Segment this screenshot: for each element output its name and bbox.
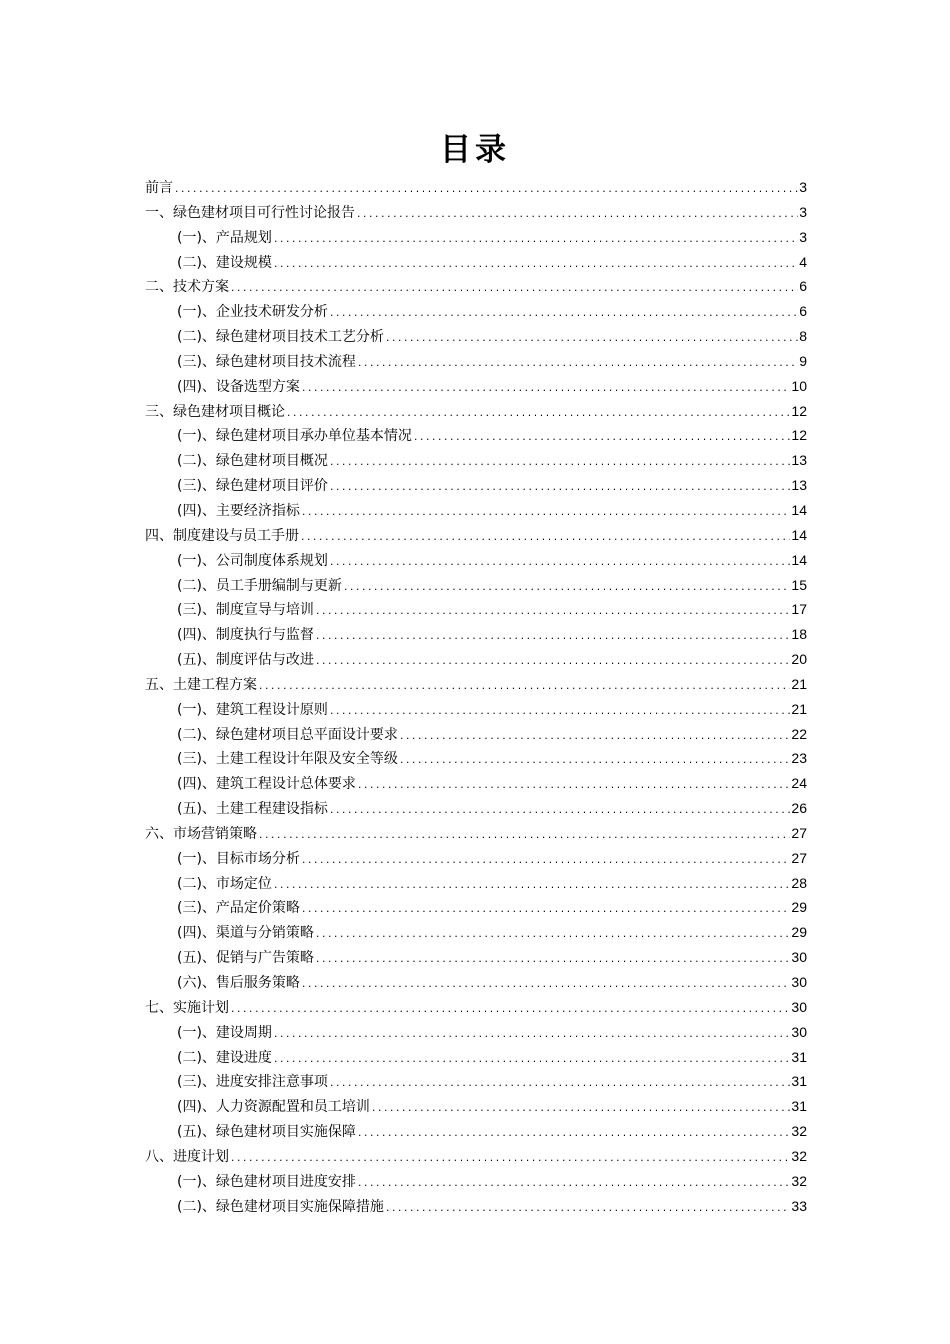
toc-dot-leader bbox=[300, 526, 790, 550]
toc-entry-title: 一、绿色建材项目可行性讨论报告 bbox=[145, 204, 355, 221]
toc-entry[interactable] bbox=[145, 746, 807, 771]
toc-dot-leader bbox=[315, 923, 790, 947]
toc-page-number: 6 bbox=[799, 303, 807, 320]
toc-dot-leader bbox=[385, 1197, 790, 1221]
toc-page-number: 32 bbox=[791, 1172, 807, 1189]
toc-page-number: 30 bbox=[791, 1023, 807, 1040]
toc-dot-leader bbox=[399, 749, 790, 773]
toc-dot-leader bbox=[230, 998, 790, 1022]
toc-page-number: 3 bbox=[799, 203, 807, 220]
toc-entry[interactable] bbox=[145, 1045, 807, 1070]
toc-dot-leader bbox=[301, 849, 790, 873]
toc-dot-leader bbox=[273, 1023, 790, 1047]
toc-entry[interactable] bbox=[145, 523, 807, 548]
toc-entry[interactable] bbox=[145, 324, 807, 349]
toc-title: 目录 bbox=[440, 132, 510, 168]
toc-dot-leader bbox=[230, 1147, 790, 1171]
toc-dot-leader bbox=[273, 253, 798, 277]
toc-dot-leader bbox=[357, 774, 790, 798]
toc-page-number: 32 bbox=[791, 1147, 807, 1164]
toc-entry[interactable] bbox=[145, 622, 807, 647]
toc-entry-title: (二)、绿色建材项目总平面设计要求 bbox=[177, 726, 398, 743]
toc-entry-title: (二)、建设规模 bbox=[177, 254, 272, 271]
toc-entry-title: 六、市场营销策略 bbox=[145, 825, 257, 842]
toc-dot-leader bbox=[286, 402, 790, 426]
toc-entry-title: 五、土建工程方案 bbox=[145, 676, 257, 693]
toc-entry[interactable] bbox=[145, 672, 807, 697]
toc-page-number: 26 bbox=[791, 800, 807, 817]
toc-entry-title: (五)、制度评估与改进 bbox=[177, 652, 314, 669]
toc-entry-title: (一)、绿色建材项目承办单位基本情况 bbox=[177, 428, 412, 445]
toc-page-number: 21 bbox=[791, 675, 807, 692]
toc-entry[interactable] bbox=[145, 274, 807, 299]
toc-entry[interactable] bbox=[145, 895, 807, 920]
toc-entry[interactable] bbox=[145, 1069, 807, 1094]
toc-page-number: 31 bbox=[791, 1098, 807, 1115]
toc-entry-title: (三)、绿色建材项目评价 bbox=[177, 478, 328, 495]
toc-entry-title: (二)、员工手册编制与更新 bbox=[177, 577, 342, 594]
toc-page-number: 29 bbox=[791, 924, 807, 941]
toc-entry-title: (三)、进度安排注意事项 bbox=[177, 1074, 328, 1091]
toc-entry[interactable] bbox=[145, 647, 807, 672]
toc-dot-leader bbox=[301, 501, 790, 525]
toc-entry-title: 二、技术方案 bbox=[145, 279, 229, 296]
toc-page-number: 24 bbox=[791, 775, 807, 792]
toc-entry-title: (二)、建设进度 bbox=[177, 1049, 272, 1066]
toc-entry[interactable] bbox=[145, 920, 807, 945]
toc-page-number: 31 bbox=[791, 1048, 807, 1065]
toc-dot-leader bbox=[329, 302, 798, 326]
toc-page-number: 14 bbox=[791, 551, 807, 568]
toc-dot-leader bbox=[357, 1172, 790, 1196]
toc-dot-leader bbox=[315, 948, 790, 972]
toc-entry[interactable] bbox=[145, 597, 807, 622]
toc-entry-title: (四)、设备选型方案 bbox=[177, 378, 300, 395]
toc-dot-leader bbox=[258, 824, 790, 848]
toc-page-number: 13 bbox=[791, 452, 807, 469]
toc-entry-title: (四)、人力资源配置和员工培训 bbox=[177, 1099, 370, 1116]
toc-entry[interactable] bbox=[145, 548, 807, 573]
toc-entry[interactable] bbox=[145, 399, 807, 424]
toc-dot-leader bbox=[301, 377, 790, 401]
toc-page-number: 27 bbox=[791, 849, 807, 866]
toc-page-number: 8 bbox=[799, 328, 807, 345]
toc-entry[interactable] bbox=[145, 473, 807, 498]
toc-dot-leader bbox=[371, 1097, 790, 1121]
toc-entry-title: (一)、企业技术研发分析 bbox=[177, 304, 328, 321]
toc-entry[interactable] bbox=[145, 771, 807, 796]
toc-page-number: 29 bbox=[791, 899, 807, 916]
toc-dot-leader bbox=[301, 898, 790, 922]
toc-dot-leader bbox=[315, 650, 790, 674]
toc-page-number: 3 bbox=[799, 228, 807, 245]
toc-entry[interactable] bbox=[145, 374, 807, 399]
toc-entry-title: (三)、产品定价策略 bbox=[177, 900, 300, 917]
toc-page-number: 6 bbox=[799, 278, 807, 295]
toc-entry-title: (三)、绿色建材项目技术流程 bbox=[177, 353, 356, 370]
toc-entry-title: (一)、绿色建材项目进度安排 bbox=[177, 1173, 356, 1190]
toc-entry-title: (二)、绿色建材项目技术工艺分析 bbox=[177, 329, 384, 346]
toc-entry[interactable] bbox=[145, 175, 807, 200]
toc-entry-title: 八、进度计划 bbox=[145, 1148, 229, 1165]
toc-dot-leader bbox=[413, 426, 790, 450]
toc-page-number: 28 bbox=[791, 874, 807, 891]
toc-entry[interactable] bbox=[145, 299, 807, 324]
toc-dot-leader bbox=[301, 973, 790, 997]
toc-page-number: 13 bbox=[791, 477, 807, 494]
toc-entry[interactable] bbox=[145, 995, 807, 1020]
toc-entry[interactable] bbox=[145, 498, 807, 523]
toc-entry[interactable] bbox=[145, 448, 807, 473]
toc-entry-title: (四)、渠道与分销策略 bbox=[177, 925, 314, 942]
toc-entry-title: (一)、建设周期 bbox=[177, 1024, 272, 1041]
toc-list bbox=[145, 175, 807, 1218]
toc-dot-leader bbox=[273, 1048, 790, 1072]
toc-page-number: 27 bbox=[791, 824, 807, 841]
toc-entry[interactable] bbox=[145, 1169, 807, 1194]
toc-entry-title: (一)、公司制度体系规划 bbox=[177, 552, 328, 569]
toc-dot-leader bbox=[329, 1072, 790, 1096]
toc-dot-leader bbox=[329, 700, 790, 724]
toc-page-number: 30 bbox=[791, 949, 807, 966]
toc-page-number: 17 bbox=[791, 601, 807, 618]
toc-entry-title: (三)、制度宣导与培训 bbox=[177, 602, 314, 619]
toc-entry[interactable] bbox=[145, 796, 807, 821]
toc-entry[interactable] bbox=[145, 1144, 807, 1169]
toc-dot-leader bbox=[343, 576, 790, 600]
toc-entry[interactable] bbox=[145, 821, 807, 846]
toc-entry[interactable] bbox=[145, 871, 807, 896]
toc-dot-leader bbox=[315, 625, 790, 649]
toc-entry[interactable] bbox=[145, 1194, 807, 1219]
toc-page-number: 15 bbox=[791, 576, 807, 593]
toc-dot-leader bbox=[357, 352, 798, 376]
toc-entry[interactable] bbox=[145, 573, 807, 598]
toc-page-number: 9 bbox=[799, 352, 807, 369]
toc-page-number: 32 bbox=[791, 1123, 807, 1140]
toc-entry[interactable] bbox=[145, 1094, 807, 1119]
toc-entry-title: (四)、主要经济指标 bbox=[177, 502, 300, 519]
toc-entry[interactable] bbox=[145, 722, 807, 747]
toc-entry-title: (五)、促销与广告策略 bbox=[177, 950, 314, 967]
toc-dot-leader bbox=[357, 1122, 790, 1146]
toc-entry[interactable] bbox=[145, 200, 807, 225]
toc-entry-title: (六)、售后服务策略 bbox=[177, 975, 300, 991]
toc-page-number: 12 bbox=[791, 402, 807, 419]
toc-dot-leader bbox=[356, 203, 798, 227]
toc-entry-title: (二)、绿色建材项目概况 bbox=[177, 453, 328, 470]
toc-dot-leader bbox=[329, 551, 790, 575]
toc-dot-leader bbox=[273, 874, 790, 898]
toc-page-number: 3 bbox=[799, 179, 807, 195]
toc-dot-leader bbox=[258, 675, 790, 699]
toc-dot-leader bbox=[329, 476, 790, 500]
toc-entry[interactable] bbox=[145, 697, 807, 722]
toc-entry-title: (一)、建筑工程设计原则 bbox=[177, 701, 328, 718]
toc-page-number: 14 bbox=[791, 526, 807, 543]
toc-page-number: 30 bbox=[791, 974, 807, 990]
toc-entry[interactable] bbox=[145, 846, 807, 871]
toc-dot-leader bbox=[174, 178, 798, 202]
toc-entry[interactable] bbox=[145, 1119, 807, 1144]
toc-entry[interactable] bbox=[145, 945, 807, 970]
toc-page-number: 31 bbox=[791, 1073, 807, 1090]
toc-entry-title: (五)、绿色建材项目实施保障 bbox=[177, 1124, 356, 1141]
toc-dot-leader bbox=[230, 277, 798, 301]
toc-dot-leader bbox=[399, 725, 790, 749]
toc-entry-title: (三)、土建工程设计年限及安全等级 bbox=[177, 751, 398, 768]
toc-page-number: 14 bbox=[791, 501, 807, 518]
toc-dot-leader bbox=[385, 327, 798, 351]
toc-page-number: 10 bbox=[791, 377, 807, 394]
toc-entry[interactable] bbox=[145, 1020, 807, 1045]
toc-dot-leader bbox=[329, 451, 790, 475]
toc-entry-title: (一)、产品规划 bbox=[177, 229, 272, 246]
toc-page-number: 21 bbox=[791, 700, 807, 717]
toc-entry-title: (二)、绿色建材项目实施保障措施 bbox=[177, 1198, 384, 1215]
toc-entry-title: (五)、土建工程建设指标 bbox=[177, 801, 328, 818]
toc-entry[interactable] bbox=[145, 225, 807, 250]
toc-page-number: 20 bbox=[791, 651, 807, 668]
toc-page-number: 4 bbox=[799, 253, 807, 270]
toc-page-number: 12 bbox=[791, 427, 807, 444]
toc-page-number: 30 bbox=[791, 998, 807, 1015]
toc-entry[interactable] bbox=[145, 970, 807, 995]
toc-page-number: 33 bbox=[791, 1197, 807, 1214]
toc-entry-title: (二)、市场定位 bbox=[177, 875, 272, 892]
toc-entry[interactable] bbox=[145, 250, 807, 275]
toc-page-number: 18 bbox=[791, 626, 807, 643]
toc-dot-leader bbox=[273, 228, 798, 252]
toc-entry-title: (四)、建筑工程设计总体要求 bbox=[177, 776, 356, 793]
toc-page-number: 22 bbox=[791, 725, 807, 742]
toc-dot-leader bbox=[315, 600, 790, 624]
toc-entry-title: (四)、制度执行与监督 bbox=[177, 627, 314, 644]
toc-entry-title: (一)、目标市场分析 bbox=[177, 850, 300, 867]
toc-entry[interactable] bbox=[145, 349, 807, 374]
toc-entry-title: 四、制度建设与员工手册 bbox=[145, 527, 299, 544]
toc-entry-title: 前言 bbox=[145, 180, 173, 196]
toc-page-number: 23 bbox=[791, 750, 807, 767]
toc-entry[interactable] bbox=[145, 423, 807, 448]
toc-entry-title: 三、绿色建材项目概论 bbox=[145, 403, 285, 420]
toc-entry-title: 七、实施计划 bbox=[145, 999, 229, 1016]
toc-dot-leader bbox=[329, 799, 790, 823]
